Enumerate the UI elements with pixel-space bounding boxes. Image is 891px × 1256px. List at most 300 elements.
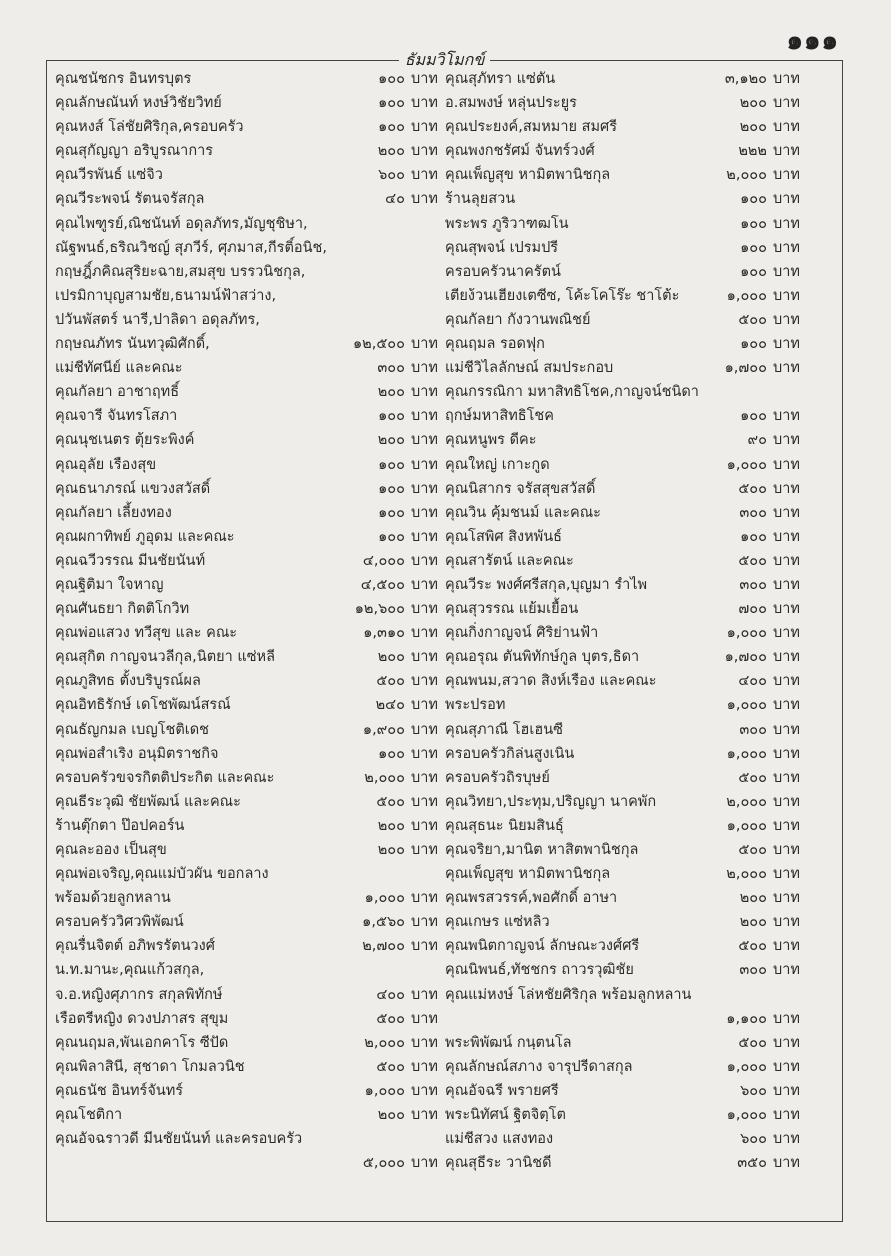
right-amount: ๑๐๐: [740, 191, 767, 208]
left-amount: ๑๐๐: [378, 504, 405, 521]
left-unit: บาท: [411, 601, 438, 618]
right-unit: บาท: [773, 817, 800, 834]
right-unit: บาท: [773, 769, 800, 786]
right-unit: บาท: [773, 938, 800, 955]
left-donor-name: คุณกัลยา อาชาฤทธิ์: [55, 384, 180, 401]
left-amount: ๖๐๐: [378, 167, 405, 184]
right-unit: บาท: [773, 311, 800, 328]
right-donor-name: คุณประยงค์,สมหมาย สมศรี: [445, 119, 617, 136]
right-amount: ๓,๑๒๐: [724, 71, 767, 87]
left-donor-name: คุณละออง เป็นสุข: [55, 842, 167, 858]
right-donor-name: คุณกัลยา กังวานพณิชย์: [445, 311, 591, 328]
donor-row: [47, 597, 842, 621]
right-donor-name: คุณฤมล รอดฟุก: [445, 336, 545, 353]
donor-row: [47, 525, 842, 549]
donor-row: [47, 115, 842, 139]
left-unit: บาท: [411, 745, 438, 762]
right-donor-name: คุณนิพนธ์,ทัชชกร ถาวรวุฒิชัย: [445, 962, 634, 979]
left-donor-name: คุณโชติกา: [55, 1107, 123, 1124]
right-unit: บาท: [773, 1034, 800, 1051]
right-unit: บาท: [773, 890, 800, 907]
donor-row: [47, 573, 842, 597]
donor-row: [47, 790, 842, 814]
right-amount: ๑,๐๐๐: [726, 697, 767, 714]
section-title: ธัมมวิโมกข์: [399, 50, 491, 69]
left-unit: บาท: [411, 95, 438, 112]
left-amount: ๒,๐๐๐: [364, 769, 405, 786]
left-donor-name: คุณชนัชกร อินทรบุตร: [55, 71, 192, 87]
right-unit: บาท: [773, 408, 800, 425]
right-amount: ๒๐๐: [739, 95, 767, 112]
right-amount: ๒๒๒: [738, 143, 767, 160]
right-unit: บาท: [773, 914, 800, 931]
right-amount: ๒๐๐: [739, 119, 767, 136]
right-donor-name: เตียง้วนเฮียงเตซีซ, โค้ะโคโร๊ะ ชาโต้ะ: [445, 287, 680, 304]
left-amount: ๒๐๐: [377, 817, 405, 834]
left-unit: บาท: [411, 842, 438, 858]
right-unit: บาท: [773, 95, 800, 112]
left-donor-name: คุณฐิติมา ใจหาญ: [55, 576, 164, 593]
left-unit: บาท: [411, 673, 438, 690]
right-amount: ๖๐๐: [740, 1082, 767, 1099]
donor-row: [47, 284, 842, 308]
left-amount: ๓๐๐: [377, 360, 405, 377]
left-donor-name: ครอบครัวขจรกิตติประกิต และคณะ: [55, 769, 275, 786]
right-amount: ๔๐๐: [738, 673, 767, 690]
right-amount: ๒๐๐: [739, 914, 767, 931]
donor-row: [47, 453, 842, 477]
left-unit: บาท: [411, 191, 438, 208]
donor-row: [47, 886, 842, 910]
left-donor-name: คุณพ่อแสวง ทวีสุข และ คณะ: [55, 625, 238, 642]
right-amount: ๗๐๐: [738, 601, 767, 618]
left-donor-name: คุณธีระวุฒิ ชัยพัฒน์ และคณะ: [55, 793, 241, 810]
donor-row: [47, 91, 842, 115]
left-unit: บาท: [411, 890, 438, 907]
left-donor-name: คุณศันธยา กิตติโกวิท: [55, 601, 190, 618]
right-unit: บาท: [773, 962, 800, 979]
right-amount: ๑,๑๐๐: [726, 1010, 767, 1027]
right-amount: ๑๐๐: [740, 239, 767, 256]
right-donor-name: คุณหนูพร ดีคะ: [445, 432, 537, 449]
left-unit: บาท: [411, 938, 438, 955]
left-amount: ๑๒,๖๐๐: [354, 601, 405, 618]
left-donor-name: กฤษณภัทร นันทวุฒิศักดิ์,: [55, 336, 210, 353]
left-unit: บาท: [411, 480, 438, 497]
left-donor-name: คุณอุลัย เรืองสุข: [55, 456, 157, 473]
right-amount: ๑,๗๐๐: [724, 649, 767, 666]
right-donor-name: คุณเพ็ญสุข หามิตพานิชกุล: [445, 866, 611, 883]
right-amount: ๑๐๐: [740, 215, 767, 232]
right-donor-name: คุณพรสวรรค์,พอศักดิ์ อาษา: [445, 890, 618, 907]
donor-list-frame: [46, 50, 843, 1222]
right-unit: บาท: [773, 191, 800, 208]
right-unit: บาท: [773, 697, 800, 714]
left-unit: บาท: [411, 986, 438, 1003]
donor-row: [47, 187, 842, 211]
left-donor-name: คุณวีระพจน์ รัตนจรัสกุล: [55, 191, 205, 208]
left-donor-name: คุณธัญกมล เบญโชติเดช: [55, 721, 209, 738]
right-unit: บาท: [773, 866, 800, 883]
right-donor-name: คุณโสพิศ สิงหพันธ์: [445, 528, 562, 545]
donor-row: [47, 1103, 842, 1127]
right-donor-name: คุณวีระ พงศ์ศรีสกุล,บุญมา รำไพ: [445, 576, 648, 593]
left-donor-name: คุณสุกิต กาญจนวลีกุล,นิตยา แซ่หลี: [55, 649, 275, 666]
right-unit: บาท: [773, 239, 800, 256]
right-unit: บาท: [773, 119, 800, 136]
left-donor-name: คุณพ่อสำเริง อนุมิตราชกิจ: [55, 745, 219, 762]
right-unit: บาท: [773, 721, 800, 738]
right-donor-name: ร้านลุยสวน: [445, 191, 516, 208]
right-unit: บาท: [773, 336, 800, 353]
left-amount: ๑๐๐: [378, 95, 405, 112]
donor-row: [47, 1055, 842, 1079]
left-amount: ๑๐๐: [378, 71, 405, 87]
right-unit: บาท: [773, 793, 800, 810]
left-amount: ๒๐๐: [377, 384, 405, 401]
right-unit: บาท: [773, 360, 800, 377]
right-unit: บาท: [773, 480, 800, 497]
right-unit: บาท: [773, 745, 800, 762]
right-amount: ๕๐๐: [738, 480, 767, 497]
left-donor-name: ณัฐพนธ์,ธริณวิชญ์ สุภวีร์, ศุภมาส,กีรติ์อนิช,: [55, 239, 327, 256]
right-donor-name: คุณลักษณ์สภาง จารุปรีดาสกุล: [445, 1058, 633, 1075]
right-unit: บาท: [773, 263, 800, 280]
left-donor-name: แม่ชีทัศนีย์ และคณะ: [55, 360, 183, 377]
right-unit: บาท: [773, 1107, 800, 1124]
left-amount: ๑,๐๐๐: [364, 890, 405, 907]
left-donor-name: ร้านตุ๊กตา ป๊อปคอร์น: [55, 817, 185, 834]
donor-row: [47, 260, 842, 284]
donor-row: [47, 139, 842, 163]
right-donor-name: คุณจริยา,มานิต หาสิตพานิชกุล: [445, 842, 639, 858]
right-unit: บาท: [773, 1058, 800, 1075]
right-amount: ๕๐๐: [738, 311, 767, 328]
left-amount: ๔๐: [385, 191, 405, 208]
right-amount: ๖๐๐: [740, 1131, 767, 1148]
donor-row: [47, 621, 842, 645]
donor-row: [47, 236, 842, 260]
left-unit: บาท: [411, 528, 438, 545]
left-amount: ๑๐๐: [378, 119, 405, 136]
right-donor-name: คุณพนิตกาญจน์ ลักษณะวงศ์ศรี: [445, 938, 640, 955]
right-donor-name: คุณวิทยา,ประทุม,ปริญญา นาคพัก: [445, 793, 657, 810]
right-donor-name: พระพร ภูริวาฑฒโน: [445, 215, 569, 232]
right-amount: ๑,๐๐๐: [726, 287, 767, 304]
left-amount: ๑๐๐: [378, 480, 405, 497]
right-donor-name: คุณพนม,สวาด สิงห์เรือง และคณะ: [445, 673, 657, 690]
left-amount: ๑,๙๐๐: [362, 721, 405, 738]
donor-row: [47, 501, 842, 525]
right-amount: ๕๐๐: [738, 552, 767, 569]
left-amount: ๑๐๐: [378, 745, 405, 762]
left-donor-name: คุณหงส์ โล่ชัยศิริกุล,ครอบครัว: [55, 119, 244, 136]
left-unit: บาท: [411, 1082, 438, 1099]
right-amount: ๑,๐๐๐: [726, 625, 767, 642]
left-donor-name: คุณธนัช อินทร์จันทร์: [55, 1082, 184, 1099]
left-amount: ๑๐๐: [378, 456, 405, 473]
left-donor-name: คุณฉวีวรรณ มีนชัยนันท์: [55, 552, 206, 569]
donor-row: [47, 1079, 842, 1103]
donor-row: [47, 1007, 842, 1031]
right-amount: ๒,๐๐๐: [726, 793, 767, 810]
left-donor-name: คุณพ่อเจริญ,คุณแม่บัวผัน ขอกลาง: [55, 866, 269, 883]
right-donor-name: คุณสุพจน์ เปรมปรี: [445, 239, 559, 256]
left-amount: ๕,๐๐๐: [362, 1155, 405, 1172]
donor-row: [47, 332, 842, 356]
right-amount: ๓๕๐: [737, 1155, 767, 1172]
right-donor-name: คุณแม่หงษ์ โล่หชัยศิริกุล พร้อมลูกหลาน: [445, 986, 692, 1003]
left-unit: บาท: [411, 119, 438, 136]
left-donor-name: คุณรื่นจิตต์ อภิพรรัตนวงศ์: [55, 938, 215, 955]
right-donor-name: คุณใหญ่ เกาะกูด: [445, 456, 550, 473]
left-unit: บาท: [411, 408, 438, 425]
left-amount: ๒,๗๐๐: [362, 938, 405, 955]
right-donor-name: คุณเพ็ญสุข หามิตพานิชกุล: [445, 167, 611, 184]
left-unit: บาท: [411, 576, 438, 593]
donor-row: [47, 1151, 842, 1175]
right-donor-name: ครอบครัวถิรบุษย์: [445, 769, 550, 786]
left-amount: ๕๐๐: [376, 793, 405, 810]
donor-row: [47, 163, 842, 187]
right-unit: บาท: [773, 552, 800, 569]
left-unit: บาท: [411, 143, 438, 160]
right-unit: บาท: [773, 167, 800, 184]
right-donor-name: คุณพงกชรัศม์ จันทร์วงศ์: [445, 143, 595, 160]
left-donor-name: คุณพิลาสินี, สุชาดา โกมลวนิช: [55, 1058, 245, 1075]
left-unit: บาท: [411, 721, 438, 738]
donor-row: [47, 669, 842, 693]
right-amount: ๒๐๐: [739, 890, 767, 907]
left-unit: บาท: [411, 625, 438, 642]
right-amount: ๑๐๐: [740, 408, 767, 425]
right-donor-name: คุณกิ่งกาญจน์ ศิริย่านฟ้า: [445, 625, 599, 642]
left-unit: บาท: [411, 1058, 438, 1075]
right-amount: ๑๐๐: [740, 528, 767, 545]
right-unit: บาท: [773, 215, 800, 232]
left-unit: บาท: [411, 1107, 438, 1124]
right-amount: ๑,๐๐๐: [726, 745, 767, 762]
right-unit: บาท: [773, 649, 800, 666]
donor-row: [47, 67, 842, 91]
donor-row: [47, 742, 842, 766]
right-donor-name: คุณสารัตน์ และคณะ: [445, 552, 574, 569]
right-unit: บาท: [773, 1131, 800, 1148]
right-amount: ๑,๐๐๐: [726, 1058, 767, 1075]
right-amount: ๕๐๐: [738, 938, 767, 955]
left-amount: ๑๐๐: [378, 528, 405, 545]
left-donor-name: คุณนฤมล,พันเอกคาโร ซีปัด: [55, 1034, 229, 1051]
donor-row: [47, 477, 842, 501]
donor-row: [47, 549, 842, 573]
left-unit: บาท: [411, 793, 438, 810]
right-donor-name: พระนิทัศน์ ฐิตจิตฺโต: [445, 1107, 566, 1124]
right-unit: บาท: [773, 576, 800, 593]
left-unit: บาท: [411, 1155, 438, 1172]
donor-row: [47, 1031, 842, 1055]
left-donor-name: คุณธนาภรณ์ แขวงสวัสดิ์: [55, 480, 211, 497]
left-amount: ๒,๐๐๐: [364, 1034, 405, 1051]
left-amount: ๑,๕๖๐: [362, 914, 405, 931]
left-unit: บาท: [411, 456, 438, 473]
right-donor-name: ครอบครัวนาครัตน์: [445, 263, 561, 280]
left-amount: ๒๔๐: [375, 697, 405, 714]
left-unit: บาท: [411, 167, 438, 184]
left-donor-name: คุณจารี จันทรโสภา: [55, 408, 178, 425]
donor-row: [47, 766, 842, 790]
donor-row: [47, 814, 842, 838]
donor-row: [47, 308, 842, 332]
left-amount: ๒๐๐: [377, 842, 405, 858]
right-unit: บาท: [773, 601, 800, 618]
right-unit: บาท: [773, 456, 800, 473]
left-donor-name: คุณไพฑูรย์,ณิชนันท์ อดุลภัทร,มัญชุชิษา,: [55, 215, 308, 232]
donor-row: [47, 212, 842, 236]
right-amount: ๕๐๐: [738, 842, 767, 858]
left-donor-name: คุณภูสิทธ ตั้งบริบูรณ์ผล: [55, 673, 201, 690]
left-amount: ๕๐๐: [376, 673, 405, 690]
donor-row: [47, 718, 842, 742]
right-donor-name: พระปรอท: [445, 697, 506, 714]
left-unit: บาท: [411, 432, 438, 449]
left-donor-name: คุณสุกัญญา อริบูรณาการ: [55, 143, 214, 160]
left-unit: บาท: [411, 1010, 438, 1027]
left-unit: บาท: [411, 71, 438, 87]
left-unit: บาท: [411, 649, 438, 666]
left-amount: ๑๒,๕๐๐: [352, 336, 405, 353]
right-donor-name: พระพิพัฒน์ กนฺตนโล: [445, 1034, 572, 1051]
right-amount: ๓๐๐: [739, 504, 767, 521]
right-unit: บาท: [773, 1155, 800, 1172]
donor-row: [47, 862, 842, 886]
right-donor-name: คุณสุธนะ นิยมสินธุ์: [445, 817, 564, 834]
right-amount: ๑,๐๐๐: [726, 817, 767, 834]
donor-row: [47, 1127, 842, 1151]
left-amount: ๔,๕๐๐: [360, 576, 405, 593]
left-donor-name: เรือตรีหญิง ดวงปภาสร สุขุม: [55, 1010, 229, 1027]
right-unit: บาท: [773, 1082, 800, 1099]
right-unit: บาท: [773, 625, 800, 642]
right-donor-name: ฤกษ์มหาสิทธิโชค: [445, 408, 554, 425]
left-amount: ๒๐๐: [377, 649, 405, 666]
left-unit: บาท: [411, 914, 438, 931]
donor-rows: [47, 67, 842, 1175]
left-donor-name: พร้อมด้วยลูกหลาน: [55, 890, 171, 907]
left-unit: บาท: [411, 336, 438, 353]
right-unit: บาท: [773, 842, 800, 858]
left-amount: ๑๐๐: [378, 408, 405, 425]
right-amount: ๓๐๐: [739, 721, 767, 738]
left-amount: ๑,๓๑๐: [363, 625, 405, 642]
left-amount: ๒๐๐: [377, 1107, 405, 1124]
right-donor-name: แม่ชีวิไลลักษณ์ สมประกอบ: [445, 360, 614, 377]
left-donor-name: น.ท.มานะ,คุณแก้วสกุล,: [55, 962, 205, 979]
left-donor-name: คุณกัลยา เลี้ยงทอง: [55, 504, 172, 521]
right-amount: ๑,๗๐๐: [724, 360, 767, 377]
donor-row: [47, 380, 842, 404]
right-amount: ๒,๐๐๐: [726, 167, 767, 184]
left-unit: บาท: [411, 552, 438, 569]
right-donor-name: อ.สมพงษ์ หลุ่นประยูร: [445, 95, 577, 112]
right-unit: บาท: [773, 71, 800, 87]
right-donor-name: ครอบครัวกิล่นสูงเนิน: [445, 745, 575, 762]
left-amount: ๔๐๐: [376, 986, 405, 1003]
left-donor-name: คุณอัจฉราวดี มีนชัยนันท์ และครอบครัว: [55, 1131, 303, 1148]
right-donor-name: คุณสุวรรณ แย้มเยื้อน: [445, 601, 579, 618]
right-amount: ๙๐: [747, 432, 767, 449]
right-amount: ๕๐๐: [738, 769, 767, 786]
left-donor-name: ปวันพัสตร์ นารี,ปาลิดา อดุลภัทร,: [55, 311, 260, 328]
left-unit: บาท: [411, 1034, 438, 1051]
donor-row: [47, 838, 842, 862]
donor-row: [47, 428, 842, 452]
right-donor-name: แม่ชีสวง แสงทอง: [445, 1131, 554, 1148]
right-amount: ๑,๐๐๐: [726, 456, 767, 473]
page-number: ๑๑๑: [786, 26, 839, 56]
right-unit: บาท: [773, 504, 800, 521]
donor-row: [47, 693, 842, 717]
right-donor-name: คุณเกษร แซ่หลิว: [445, 914, 550, 931]
left-unit: บาท: [411, 817, 438, 834]
donor-row: [47, 934, 842, 958]
left-unit: บาท: [411, 384, 438, 401]
left-unit: บาท: [411, 697, 438, 714]
right-amount: ๑,๐๐๐: [726, 1107, 767, 1124]
right-unit: บาท: [773, 673, 800, 690]
left-unit: บาท: [411, 360, 438, 377]
right-amount: ๓๐๐: [739, 962, 767, 979]
left-donor-name: คุณผกาทิพย์ ภูอุดม และคณะ: [55, 528, 235, 545]
right-donor-name: คุณสุภัทรา แซ่ตัน: [445, 71, 556, 87]
right-unit: บาท: [773, 528, 800, 545]
right-donor-name: คุณนิสากร จรัสสุขสวัสดิ์: [445, 480, 596, 497]
left-unit: บาท: [411, 769, 438, 786]
right-donor-name: คุณสุธีระ วานิชดี: [445, 1155, 552, 1172]
left-donor-name: จ.อ.หญิงศุภากร สกุลพิทักษ์: [55, 986, 223, 1003]
right-donor-name: คุณสุภาณี โฮเฮนซี: [445, 721, 563, 738]
left-donor-name: คุณนุชเนตร ตุ้ยระพิงค์: [55, 432, 195, 449]
donor-row: [47, 645, 842, 669]
right-unit: บาท: [773, 143, 800, 160]
right-unit: บาท: [773, 287, 800, 304]
donor-row: [47, 910, 842, 934]
left-donor-name: เปรมิกาบุญสามชัย,ธนามน์ฟ้าสว่าง,: [55, 287, 277, 304]
right-donor-name: คุณอรุณ ตันพิทักษ์กูล บุตร,ธิดา: [445, 649, 640, 666]
donor-row: [47, 958, 842, 982]
donor-row: [47, 983, 842, 1007]
right-amount: ๓๐๐: [739, 576, 767, 593]
donor-row: [47, 356, 842, 380]
left-donor-name: คุณอิทธิรักษ์ เดโชพัฒน์สรณ์: [55, 697, 231, 714]
left-amount: ๒๐๐: [377, 143, 405, 160]
left-donor-name: ครอบครัววิศวพิพัฒน์: [55, 914, 184, 931]
right-unit: บาท: [773, 1010, 800, 1027]
right-unit: บาท: [773, 432, 800, 449]
left-donor-name: คุณวีรพันธ์ แซ่จิว: [55, 167, 163, 184]
right-donor-name: คุณกรรณิกา มหาสิทธิโชค,กาญจน์ชนิดา: [445, 384, 699, 401]
donor-row: [47, 404, 842, 428]
right-amount: ๑๐๐: [740, 336, 767, 353]
left-donor-name: กฤษฎิ์ภคิณสุริยะฉาย,สมสุข บรรวนิชกุล,: [55, 263, 306, 280]
left-amount: ๕๐๐: [376, 1010, 405, 1027]
right-donor-name: คุณวิน คุ้มชนม์ และคณะ: [445, 504, 601, 521]
left-unit: บาท: [411, 504, 438, 521]
left-donor-name: คุณลักษณันท์ หงษ์วิชัยวิทย์: [55, 95, 222, 112]
right-amount: ๑๐๐: [740, 263, 767, 280]
right-donor-name: คุณอัจฉรี พรายศรี: [445, 1082, 559, 1099]
left-amount: ๔,๐๐๐: [362, 552, 405, 569]
left-amount: ๒๐๐: [377, 432, 405, 449]
